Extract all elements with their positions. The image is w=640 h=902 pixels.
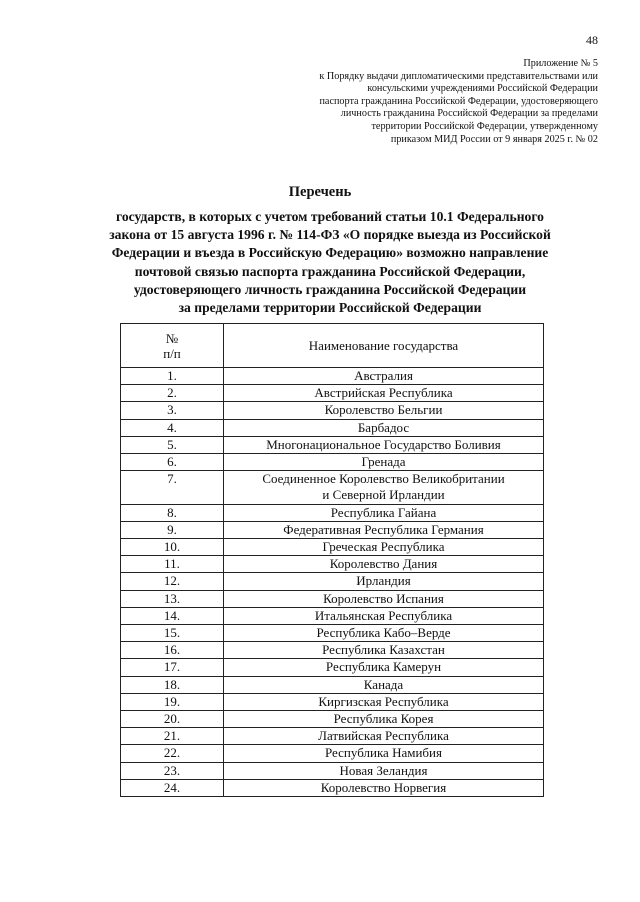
table-row <box>121 521 544 538</box>
row-state-name <box>224 625 544 642</box>
subtitle-line: закона от 15 августа 1996 г. № 114-ФЗ «О порядке выезда из Российской <box>109 227 551 243</box>
table-row <box>121 607 544 624</box>
table-row <box>121 385 544 402</box>
row-number: 18. <box>121 676 224 693</box>
table-row <box>121 402 544 419</box>
state-name-line: Австралия <box>354 368 413 383</box>
table-row <box>121 590 544 607</box>
state-name-line: Республика Намибия <box>325 745 442 761</box>
row-state-name <box>224 693 544 710</box>
state-name-line: Королевство Испания <box>323 590 444 606</box>
row-number: 4. <box>121 419 224 436</box>
state-name-line: Королевство Бельгии <box>324 402 443 418</box>
state-name-line: Ирландия <box>356 573 411 589</box>
table-row <box>121 504 544 521</box>
row-state-name <box>224 659 544 676</box>
row-state-name <box>224 471 544 504</box>
row-number: 14. <box>121 607 224 624</box>
subtitle-line: почтовой связью паспорта гражданина Российской Федерации, <box>134 263 526 279</box>
state-name-line: Республика Кабо–Верде <box>316 625 451 641</box>
state-name-line: Новая Зеландия <box>339 762 428 778</box>
row-state-name <box>224 728 544 745</box>
page-number: 48 <box>586 33 598 47</box>
subtitle-line: удостоверяющего личность гражданина Российской Федерации <box>133 281 527 297</box>
row-state-name <box>224 539 544 556</box>
state-name-line: Итальянская Республика <box>314 607 453 623</box>
row-number: 3. <box>121 402 224 419</box>
row-number: 7. <box>121 471 224 504</box>
row-number: 10. <box>121 539 224 556</box>
row-number: 24. <box>121 779 224 796</box>
row-number: 5. <box>121 436 224 453</box>
row-state-name <box>224 556 544 573</box>
row-number: 15. <box>121 625 224 642</box>
row-state-name <box>224 711 544 728</box>
row-state-name <box>224 676 544 693</box>
appendix-line: личность гражданина Российской Федерации за пределами <box>340 108 598 120</box>
row-number: 22. <box>121 745 224 762</box>
table-row <box>121 625 544 642</box>
state-name-line: Республика Камерун <box>325 659 442 675</box>
state-name-line: Австрийская Республика <box>314 385 453 401</box>
row-state-name <box>224 762 544 779</box>
table-row <box>121 436 544 453</box>
appendix-block <box>280 58 598 146</box>
document-title: Перечень <box>288 184 352 200</box>
table-row <box>121 419 544 436</box>
header-number-abbrev: п/п <box>163 345 181 361</box>
state-name-line: Канада <box>363 676 404 692</box>
row-state-name <box>224 504 544 521</box>
row-state-name <box>224 385 544 402</box>
state-name-line: Республика Корея <box>333 711 434 727</box>
row-state-name <box>224 368 544 385</box>
state-name-line: Федеративная Республика Германия <box>283 521 484 537</box>
table-row <box>121 556 544 573</box>
subtitle-line: Федерации и въезда в Российскую Федерацию» возможно направление <box>111 245 549 261</box>
appendix-line: консульскими учреждениями Российской Федерации <box>367 83 598 95</box>
table-row <box>121 642 544 659</box>
document-subtitle <box>100 208 560 317</box>
row-number: 13. <box>121 590 224 607</box>
table-row <box>121 539 544 556</box>
state-name-line: Греческая Республика <box>322 539 445 555</box>
row-number: 19. <box>121 693 224 710</box>
appendix-line: к Порядку выдачи дипломатическими представительствами или <box>319 70 598 82</box>
header-number-symbol: № <box>165 330 179 346</box>
state-name-line: Латвийская Республика <box>318 728 449 744</box>
table-row <box>121 454 544 471</box>
row-number: 21. <box>121 728 224 745</box>
table-header-row <box>121 324 544 368</box>
row-number: 8. <box>121 504 224 521</box>
row-number: 16. <box>121 642 224 659</box>
row-number: 23. <box>121 762 224 779</box>
row-number: 9. <box>121 521 224 538</box>
table-row <box>121 711 544 728</box>
state-name-line: Королевство Норвегия <box>320 779 447 795</box>
row-state-name <box>224 642 544 659</box>
row-state-name <box>224 454 544 471</box>
table-row <box>121 745 544 762</box>
table-row <box>121 779 544 796</box>
table-row <box>121 728 544 745</box>
row-number: 17. <box>121 659 224 676</box>
appendix-line: территории Российской Федерации, утвержденному <box>371 120 598 132</box>
appendix-line: паспорта гражданина Российской Федерации, удостоверяющего <box>319 95 598 107</box>
table-body <box>121 368 544 797</box>
row-number: 12. <box>121 573 224 590</box>
header-name: Наименование государства <box>224 324 544 368</box>
state-name-line: Гренада <box>361 454 406 470</box>
row-state-name <box>224 590 544 607</box>
state-name-line: Республика Гайана <box>330 504 437 520</box>
table-row <box>121 368 544 385</box>
row-state-name <box>224 402 544 419</box>
row-number: 1. <box>121 368 224 385</box>
row-state-name <box>224 573 544 590</box>
table-row <box>121 573 544 590</box>
row-state-name <box>224 607 544 624</box>
appendix-line: Приложение № 5 <box>523 58 598 69</box>
subtitle-line: за пределами территории Российской Федерации <box>178 300 482 316</box>
row-state-name <box>224 745 544 762</box>
table-row <box>121 762 544 779</box>
row-state-name <box>224 436 544 453</box>
state-name-line: Барбадос <box>357 419 410 435</box>
row-state-name <box>224 779 544 796</box>
states-table <box>120 323 544 797</box>
state-name-line: Киргизская Республика <box>318 693 449 709</box>
state-name-line: и Северной Ирландии <box>322 487 445 503</box>
subtitle-line: государств, в которых с учетом требований статьи 10.1 Федерального <box>116 209 544 224</box>
state-name-line: Республика Казахстан <box>322 642 445 658</box>
table-row <box>121 676 544 693</box>
row-number: 2. <box>121 385 224 402</box>
table-row <box>121 471 544 504</box>
row-number: 20. <box>121 711 224 728</box>
header-number <box>121 324 224 368</box>
row-state-name <box>224 521 544 538</box>
table-row <box>121 659 544 676</box>
state-name-line: Многонациональное Государство Боливия <box>266 436 501 452</box>
state-name-line: Соединенное Королевство Великобритании <box>262 471 505 487</box>
row-number: 6. <box>121 454 224 471</box>
table-row <box>121 693 544 710</box>
row-state-name <box>224 419 544 436</box>
appendix-line: приказом МИД России от 9 января 2025 г. № 02 <box>390 133 598 145</box>
row-number: 11. <box>121 556 224 573</box>
state-name-line: Королевство Дания <box>329 556 438 572</box>
